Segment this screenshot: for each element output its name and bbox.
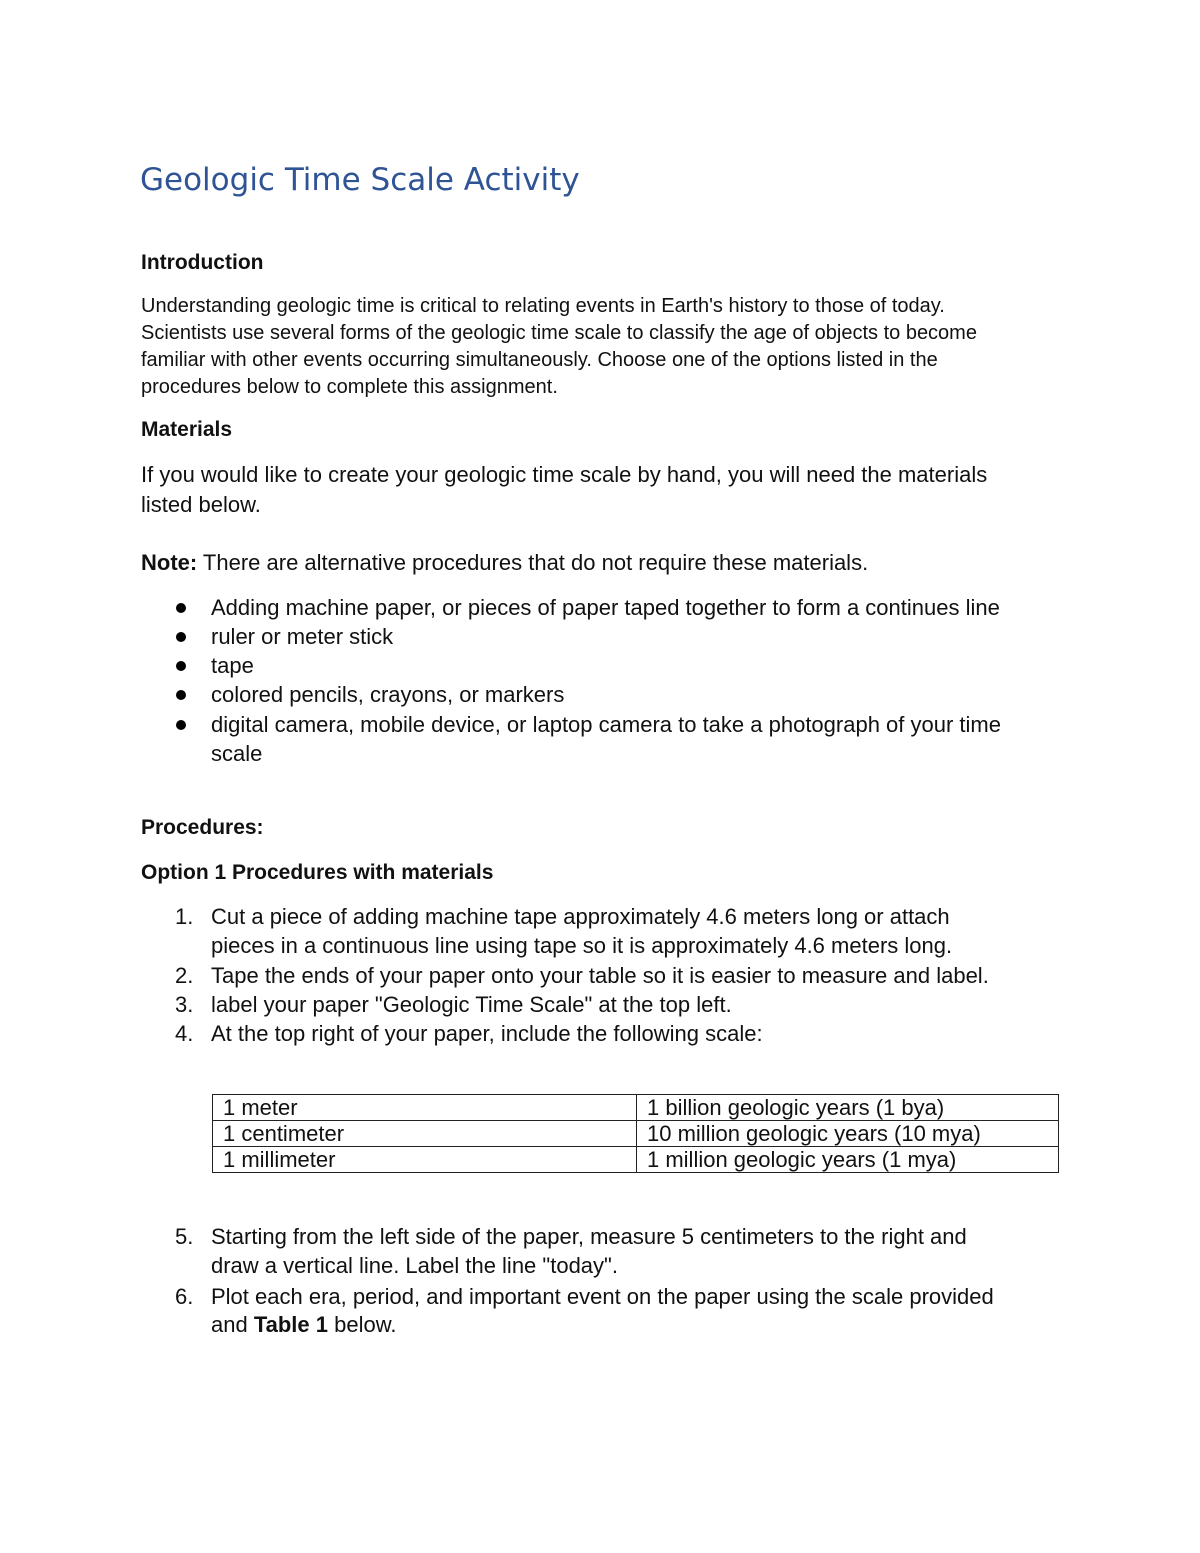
table-row: [213, 1095, 1059, 1121]
step-number: 2.: [175, 963, 194, 988]
materials-item-continued: scale: [211, 741, 263, 766]
intro-line: Understanding geologic time is critical to relating events in Earth's history to those of today.: [141, 295, 945, 317]
step-text: [211, 1310, 397, 1340]
table-cell: 1 meter: [213, 1095, 637, 1121]
step-number: 4.: [175, 1021, 194, 1046]
note-label: Note:: [141, 550, 198, 575]
materials-item: tape: [211, 653, 254, 678]
step-text-part: below.: [328, 1312, 397, 1337]
bullet-icon: [176, 720, 186, 730]
step-text: Cut a piece of adding machine tape approximately 4.6 meters long or attach: [211, 904, 950, 929]
bullet-icon: [176, 603, 186, 613]
step-text-part: and: [211, 1312, 254, 1337]
table-cell: 1 millimeter: [213, 1147, 637, 1173]
page-title: Geologic Time Scale Activity: [140, 162, 580, 198]
introduction-heading: Introduction: [141, 251, 264, 274]
step-number: 6.: [175, 1284, 194, 1309]
intro-line: familiar with other events occurring simultaneously. Choose one of the options listed in the: [141, 349, 938, 371]
table-row: [213, 1147, 1059, 1173]
step-number: 3.: [175, 992, 194, 1017]
materials-item: digital camera, mobile device, or laptop camera to take a photograph of your time: [211, 712, 1001, 737]
intro-line: Scientists use several forms of the geologic time scale to classify the age of objects to become: [141, 322, 977, 344]
note-text: There are alternative procedures that do not require these materials.: [197, 550, 869, 575]
step-text: At the top right of your paper, include the following scale:: [211, 1021, 763, 1046]
step-text: Starting from the left side of the paper, measure 5 centimeters to the right and: [211, 1224, 967, 1249]
materials-heading: Materials: [141, 418, 233, 441]
table-row: [213, 1121, 1059, 1147]
step-text: pieces in a continuous line using tape so it is approximately 4.6 meters long.: [211, 933, 953, 958]
bullet-icon: [176, 661, 186, 671]
materials-item: ruler or meter stick: [211, 624, 394, 649]
step-text: Plot each era, period, and important event on the paper using the scale provided: [211, 1284, 994, 1309]
materials-item: colored pencils, crayons, or markers: [211, 682, 565, 707]
intro-line: procedures below to complete this assignment.: [141, 376, 558, 398]
scale-table: [212, 1094, 1059, 1173]
step-text: label your paper "Geologic Time Scale" at the top left.: [211, 992, 732, 1017]
table-cell: 1 billion geologic years (1 bya): [637, 1095, 1059, 1121]
materials-line: listed below.: [141, 492, 261, 517]
step-number: 5.: [175, 1224, 194, 1249]
table-1-reference: Table 1: [253, 1312, 329, 1337]
materials-line: If you would like to create your geologic time scale by hand, you will need the materials: [141, 462, 988, 487]
procedures-heading: Procedures:: [141, 816, 264, 839]
note: [141, 548, 868, 578]
bullet-icon: [176, 632, 186, 642]
table-cell: 1 centimeter: [213, 1121, 637, 1147]
option-1-heading: Option 1 Procedures with materials: [141, 861, 494, 884]
table-cell: 10 million geologic years (10 mya): [637, 1121, 1059, 1147]
table-cell: 1 million geologic years (1 mya): [637, 1147, 1059, 1173]
step-number: 1.: [175, 904, 194, 929]
bullet-icon: [176, 690, 186, 700]
step-text: draw a vertical line. Label the line "today".: [211, 1253, 618, 1278]
materials-item: Adding machine paper, or pieces of paper taped together to form a continues line: [211, 595, 1000, 620]
step-text: Tape the ends of your paper onto your table so it is easier to measure and label.: [211, 963, 989, 988]
